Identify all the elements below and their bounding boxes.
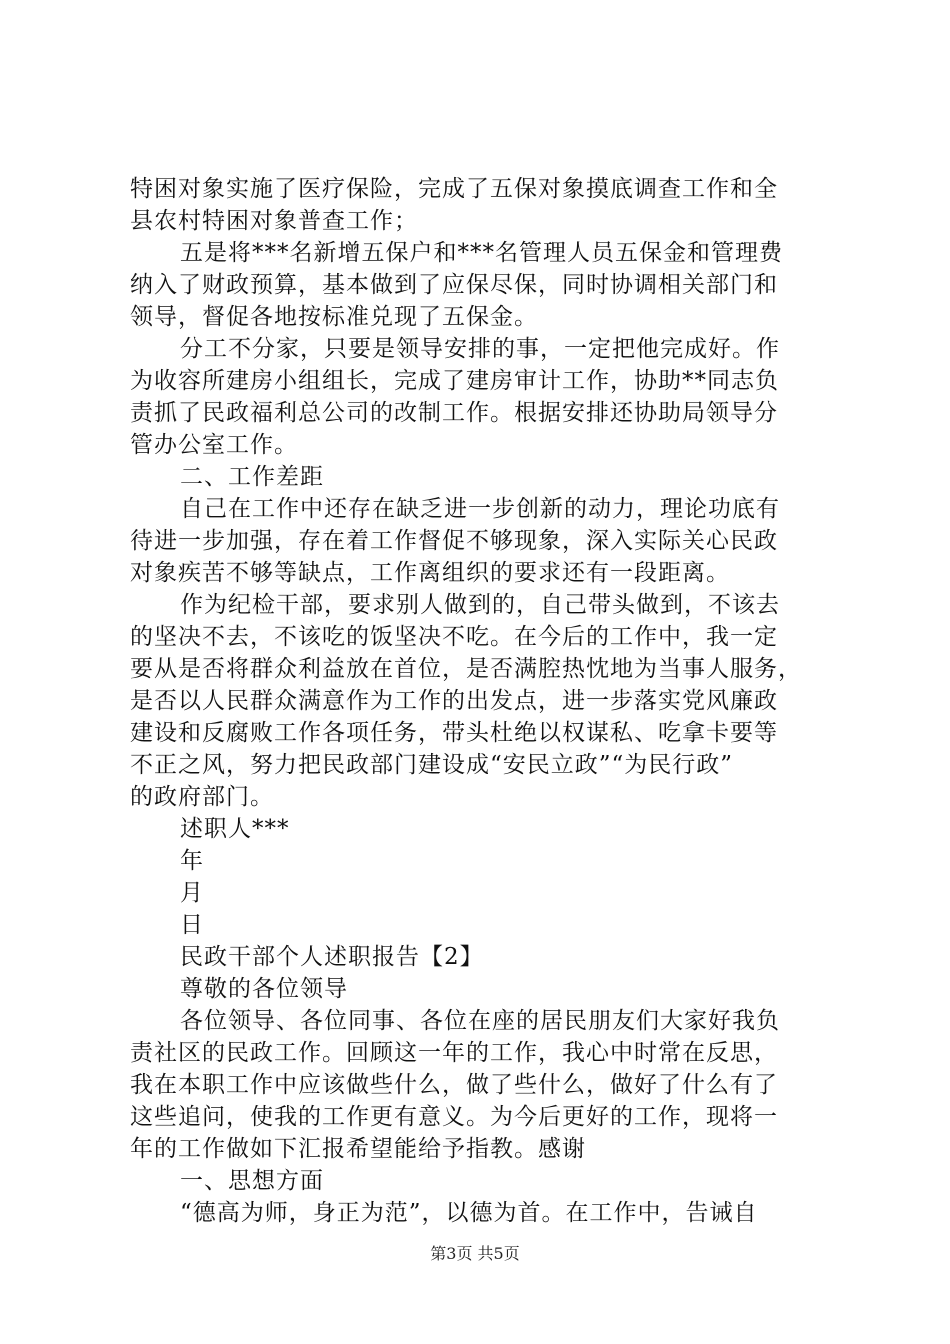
text-line: 的坚决不去，不该吃的饭坚决不吃。在今后的工作中，我一定 [130,624,778,650]
text-line: 责抓了民政福利总公司的改制工作。根据安排还协助局领导分 [130,400,778,426]
text-line: 县农村特困对象普查工作； [130,208,418,234]
text-line: 的政府部门。 [130,784,274,810]
text-line: 不正之风，努力把民政部门建设成“安民立政”“为民行政” [130,752,734,778]
text-line: 述职人*** [180,816,290,842]
text-line: 各位领导、各位同事、各位在座的居民朋友们大家好我负 [180,1008,780,1034]
text-line: 建设和反腐败工作各项任务，带头杜绝以权谋私、吃拿卡要等 [130,720,778,746]
text-line: 年的工作做如下汇报希望能给予指教。感谢 [130,1136,586,1162]
text-line: 特困对象实施了医疗保险，完成了五保对象摸底调查工作和全 [130,176,778,202]
text-line: 是否以人民群众满意作为工作的出发点，进一步落实党风廉政 [130,688,778,714]
text-line: 一、思想方面 [180,1168,324,1194]
page-footer: 第3页 共5页 [430,1244,520,1263]
text-line: 对象疾苦不够等缺点，工作离组织的要求还有一段距离。 [130,560,730,586]
text-line: 月 [180,880,204,906]
text-line: 这些追问，使我的工作更有意义。为今后更好的工作，现将一 [130,1104,778,1130]
text-line: 作为纪检干部，要求别人做到的，自己带头做到，不该去 [180,592,780,618]
text-line: 要从是否将群众利益放在首位，是否满腔热忱地为当事人服务， [130,656,802,682]
text-line: 自己在工作中还存在缺乏进一步创新的动力，理论功底有 [180,496,780,522]
text-line: 为收容所建房小组组长，完成了建房审计工作，协助**同志负 [130,368,779,394]
text-line: 待进一步加强，存在着工作督促不够现象，深入实际关心民政 [130,528,778,554]
text-line: 管办公室工作。 [130,432,298,458]
text-line: 二、工作差距 [180,464,324,490]
text-line: 分工不分家，只要是领导安排的事，一定把他完成好。作 [180,336,780,362]
text-line: 我在本职工作中应该做些什么，做了些什么，做好了什么有了 [130,1072,778,1098]
text-line: 年 [180,848,204,874]
text-line: 五是将***名新增五保户和***名管理人员五保金和管理费 [180,240,783,266]
text-line: 日 [180,912,204,938]
text-line: 纳入了财政预算，基本做到了应保尽保，同时协调相关部门和 [130,272,778,298]
text-line: 领导，督促各地按标准兑现了五保金。 [130,304,538,330]
text-line: “德高为师，身正为范”，以德为首。在工作中，告诫自 [180,1200,758,1226]
text-line: 尊敬的各位领导 [180,976,348,1002]
document-body [130,173,840,1229]
text-line: 民政干部个人述职报告【2】 [180,944,484,970]
text-line: 责社区的民政工作。回顾这一年的工作，我心中时常在反思， [130,1040,778,1066]
